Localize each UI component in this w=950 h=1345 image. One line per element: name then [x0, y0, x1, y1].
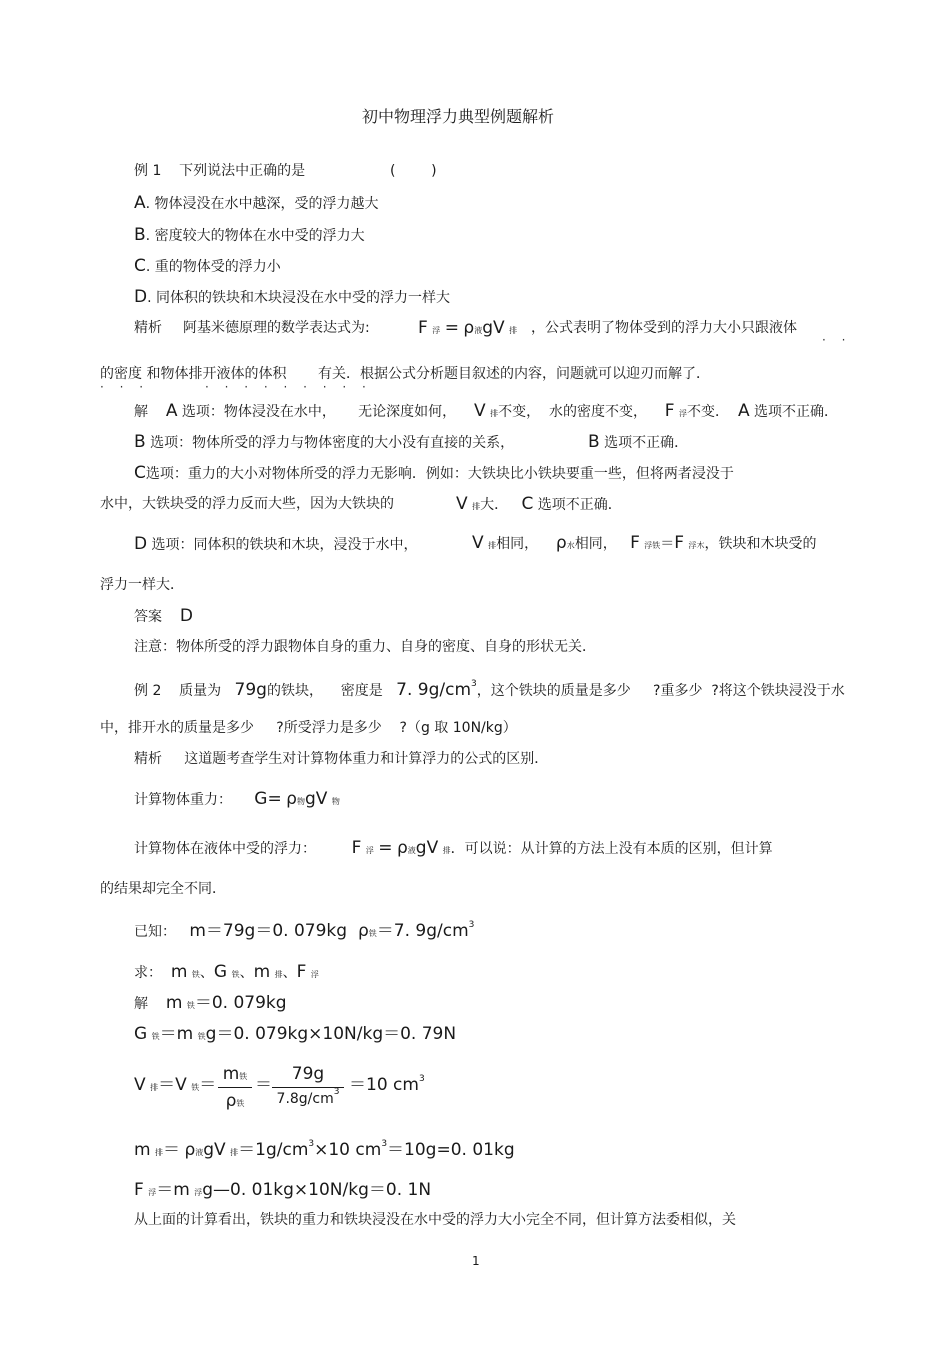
- superscript: 3: [471, 679, 477, 689]
- known-mass: m＝79g＝0. 079kg: [189, 921, 348, 941]
- value: g—0. 01kg×10N/kg＝0. 1N: [202, 1180, 432, 1200]
- value: ×10 cm: [314, 1140, 382, 1160]
- symbol-F: F: [630, 533, 640, 553]
- symbol-rho: ρ: [225, 1091, 237, 1111]
- superscript: 3: [418, 1074, 425, 1084]
- ex1-answer: [134, 608, 193, 625]
- subscript: 铁: [151, 1032, 160, 1041]
- symbol-gV: gV: [203, 1140, 226, 1160]
- value: ＝10 cm: [349, 1075, 419, 1095]
- ex1-analysis-formula: [418, 320, 517, 337]
- text: 无论深度如何，: [358, 404, 457, 420]
- fraction-bar: [218, 1087, 252, 1088]
- subscript: 铁: [236, 1099, 245, 1108]
- subscript: 物: [296, 797, 305, 806]
- ex2-gravity-calc: [134, 1026, 456, 1043]
- ex1-solution-c-line2: 水中，大铁块受的浮力反而大些，因为大铁块的: [100, 496, 394, 512]
- text: 的铁块，: [266, 683, 323, 699]
- superscript: 3: [308, 1139, 315, 1149]
- ex1-solution-d: [134, 536, 418, 553]
- symbol-rho: ρ: [286, 789, 297, 809]
- symbol-m: m: [165, 993, 183, 1013]
- text: ?将这个铁块浸没于水: [711, 683, 845, 699]
- equals: ＝m: [156, 1180, 190, 1200]
- option-letter: C: [521, 494, 534, 514]
- text: 相同，: [496, 536, 539, 552]
- option-letter: B: [588, 432, 600, 452]
- option-letter: D: [134, 534, 148, 554]
- subscript: 液: [195, 1148, 204, 1157]
- emphasis-text: 和物体排开液体的体积: [146, 366, 287, 382]
- ex2-buoyancy-line2: 的结果却完全不同．: [100, 881, 226, 897]
- ex2-buoyant-force-calc: [134, 1182, 431, 1199]
- superscript: 3: [468, 920, 475, 930]
- symbol-rho: ρ: [463, 318, 475, 338]
- symbol-F: F: [418, 318, 428, 338]
- ex1-analysis-line2-tail: 有关．根据公式分析题目叙述的内容，问题就可以迎刃而解了．: [318, 366, 710, 382]
- subscript: 排: [442, 846, 451, 855]
- ex1-solution-c-line2-tail: [456, 496, 622, 513]
- option-text: . 同体积的铁块和木块浸没在水中受的浮力一样大: [147, 290, 450, 306]
- subscript: 物: [331, 797, 340, 806]
- subscript: 排: [490, 409, 499, 418]
- symbol-gV: gV: [415, 838, 439, 858]
- ex1-option-c: [134, 258, 281, 275]
- symbol-G: G: [134, 1024, 148, 1044]
- subscript: 铁: [197, 1032, 206, 1041]
- text: ，铁块和木块受的: [704, 536, 817, 552]
- equals: =: [378, 838, 393, 858]
- option-letter: D: [134, 287, 148, 307]
- subscript: 铁: [239, 1072, 248, 1081]
- subscript: 水: [566, 541, 575, 550]
- emphasis-text: 的密度: [100, 366, 142, 382]
- symbol-m: m: [134, 1140, 151, 1160]
- ex2-find: [134, 964, 319, 981]
- subscript: 铁: [191, 1083, 200, 1092]
- subscript: 排: [509, 326, 518, 335]
- option-letter: B: [134, 432, 146, 452]
- option-letter: B: [134, 225, 146, 245]
- emphasis-dots: · · ·: [100, 380, 150, 394]
- known-density: ＝7. 9g/cm: [376, 921, 469, 941]
- symbol-m: m: [222, 1064, 240, 1084]
- fraction-m-over-rho: [218, 1064, 252, 1111]
- ex2-solution-mass: [134, 995, 287, 1012]
- analysis-label: 精析: [134, 751, 162, 767]
- ex1-solution-a: [134, 403, 838, 420]
- denominator-value: 7.8g/cm: [276, 1091, 334, 1107]
- ex1-option-a: [134, 195, 379, 212]
- text: 10N/kg）: [452, 720, 517, 736]
- ex2-gravity-formula: [134, 791, 340, 808]
- separator: 、: [282, 965, 297, 981]
- subscript: 排: [472, 502, 481, 511]
- known-label: 已知：: [134, 924, 176, 940]
- ex2-question-line1: [134, 679, 845, 700]
- ex1-analysis-text: 阿基米德原理的数学表达式为:: [183, 320, 370, 336]
- ex2-buoyancy-formula: [134, 840, 773, 857]
- text: 质量为: [179, 683, 222, 699]
- ex1-option-d: [134, 289, 450, 306]
- text: ?所受浮力是多少: [276, 720, 382, 736]
- text: 选项不正确．: [537, 497, 622, 513]
- symbol-G: G: [213, 962, 228, 982]
- fraction-denominator: [218, 1091, 252, 1111]
- option-letter: A: [165, 401, 178, 421]
- symbol-gV: gV: [304, 789, 328, 809]
- formula-label: 计算物体重力：: [134, 792, 232, 808]
- subscript: 排: [150, 1083, 159, 1092]
- fraction-denominator: [272, 1087, 344, 1107]
- subscript: 浮: [679, 409, 688, 418]
- symbol-rho: ρ: [358, 921, 369, 941]
- symbol-G: G=: [254, 789, 282, 809]
- ex1-question: 下列说法中正确的是: [179, 163, 306, 179]
- ex1-analysis-label: 精析: [134, 320, 162, 336]
- ex1-analysis-line2: [100, 367, 286, 381]
- ex1-note: 注意：物体所受的浮力跟物体自身的重力、自身的密度、自身的形状无关．: [134, 639, 596, 655]
- subscript: 浮: [148, 1188, 157, 1197]
- ex2-volume-calc-left: [134, 1077, 216, 1094]
- analysis-text: 这道题考查学生对计算物体重力和计算浮力的公式的区别．: [184, 751, 549, 767]
- symbol-F: F: [674, 533, 685, 553]
- ex1-option-b: [134, 227, 365, 244]
- option-letter: A: [134, 193, 146, 213]
- equals: ＝: [199, 1075, 217, 1095]
- equals: ＝V: [158, 1075, 187, 1095]
- ex1-question-line: [134, 164, 305, 178]
- superscript: 3: [333, 1087, 340, 1097]
- subscript: 浮木: [688, 541, 705, 550]
- subscript: 浮: [194, 1188, 203, 1197]
- symbol-m: m: [170, 962, 188, 982]
- symbol-V: V: [473, 401, 486, 421]
- subscript: 排: [155, 1148, 164, 1157]
- separator: 、: [199, 965, 214, 981]
- text: 大．: [480, 497, 509, 513]
- ex1-solution-b-tail: [588, 434, 688, 451]
- subscript: 排: [274, 970, 283, 979]
- text: 相同，: [574, 536, 617, 552]
- option-letter: C: [134, 256, 146, 276]
- equals: ＝m: [159, 1024, 194, 1044]
- superscript: 3: [381, 1139, 388, 1149]
- text: 水的密度不变，: [548, 404, 647, 420]
- subscript: 排: [230, 1148, 239, 1157]
- ex1-solution-d-line2: 浮力一样大．: [100, 577, 184, 593]
- ex2-label: 例 2: [134, 683, 162, 699]
- formula-label: 计算物体在液体中受的浮力：: [134, 841, 316, 857]
- equals: ＝: [255, 1075, 272, 1095]
- text: 选项：物体所受的浮力与物体密度的大小没有直接的关系，: [150, 435, 515, 451]
- text: 选项：物体浸没在水中，: [181, 404, 336, 420]
- text: ，这个铁块的质量是多少: [476, 683, 631, 699]
- ex2-analysis: [134, 752, 548, 766]
- ex2-displaced-mass-calc: [134, 1139, 515, 1160]
- subscript: 铁: [191, 970, 200, 979]
- answer-label: 答案: [134, 609, 162, 625]
- option-text: . 物体浸没在水中越深，受的浮力越大: [145, 196, 379, 212]
- equals: ＝: [660, 536, 675, 552]
- ex2-conclusion: 从上面的计算看出，铁块的重力和铁块浸没在水中受的浮力大小完全不同，但计算方法委相似，关: [134, 1212, 736, 1228]
- text: 中，排开水的质量是多少: [100, 720, 254, 736]
- fraction-numerator: [218, 1064, 252, 1084]
- ex2-question-line2: [100, 721, 517, 735]
- subscript: 铁: [231, 970, 240, 979]
- find-label: 求：: [134, 965, 162, 981]
- equals: =: [444, 318, 459, 338]
- symbol-F: F: [664, 401, 675, 421]
- text: 选项不正确．: [604, 435, 689, 451]
- page-title: 初中物理浮力典型例题解析: [362, 107, 555, 126]
- symbol-F: F: [296, 962, 307, 982]
- value: 79g: [234, 680, 267, 700]
- option-letter: C: [134, 463, 146, 483]
- emphasis-dots: · ·: [822, 333, 852, 347]
- text: 选项：重力的大小对物体所受的浮力无影响．例如：大铁块比小铁块要重一些，但将两者浸没于: [145, 466, 734, 482]
- ex1-solution-c: [134, 465, 734, 482]
- solution-label: 解: [134, 996, 148, 1012]
- ex1-label: 例 1: [134, 163, 162, 179]
- symbol-rho: ρ: [184, 1140, 196, 1160]
- subscript: 铁: [368, 929, 377, 938]
- ex1-analysis-tail: ，公式表明了物体受到的浮力大小只跟液体: [531, 320, 797, 336]
- separator: 、: [239, 965, 254, 981]
- text: 不变，: [498, 404, 541, 420]
- text: 选项不正确．: [754, 404, 839, 420]
- ex2-known: [134, 923, 347, 940]
- ex2-volume-result: [349, 1074, 425, 1095]
- page-number: 1: [472, 1254, 480, 1268]
- option-letter: A: [737, 401, 750, 421]
- symbol-gV: gV: [482, 318, 505, 338]
- subscript: 排: [488, 541, 497, 550]
- answer-value: D: [179, 606, 193, 626]
- ex2-known-density: [358, 920, 475, 941]
- text: 选项：同体积的铁块和木块，浸没于水中，: [151, 537, 418, 553]
- symbol-V: V: [456, 494, 468, 514]
- symbol-m: m: [253, 962, 271, 982]
- symbol-F: F: [351, 838, 362, 858]
- option-text: . 密度较大的物体在水中受的浮力大: [145, 228, 365, 244]
- symbol-rho: ρ: [555, 533, 567, 553]
- value: ＝0. 079kg: [194, 993, 287, 1013]
- text: ?（g 取: [399, 720, 449, 736]
- text: ．可以说：从计算的方法上没有本质的区别，但计算: [450, 841, 773, 857]
- ex1-solution-b: [134, 434, 514, 451]
- symbol-F: F: [134, 1180, 144, 1200]
- ex1-paren: ( ): [390, 163, 437, 179]
- subscript: 浮铁: [644, 541, 661, 550]
- subscript: 铁: [186, 1001, 195, 1010]
- text: ?重多少: [653, 683, 703, 699]
- fraction-numerator: 79g: [291, 1064, 325, 1084]
- subscript: 浮: [432, 326, 441, 335]
- subscript: 液: [407, 846, 416, 855]
- value: 7. 9g/cm: [396, 680, 472, 700]
- option-text: . 重的物体受的浮力小: [145, 259, 281, 275]
- subscript: 浮: [310, 970, 319, 979]
- ex1-solution-d-formula: [472, 535, 817, 552]
- subscript: 浮: [365, 846, 374, 855]
- text: 密度是: [340, 683, 383, 699]
- equals: ＝: [163, 1140, 181, 1160]
- value: ＝10g=0. 01kg: [387, 1140, 515, 1160]
- solution-label: 解: [134, 404, 148, 420]
- symbol-V: V: [134, 1075, 146, 1095]
- value: ＝1g/cm: [238, 1140, 309, 1160]
- value: g＝0. 079kg×10N/kg＝0. 79N: [205, 1024, 457, 1044]
- symbol-V: V: [472, 533, 484, 553]
- emphasis-dots: · · · · · · · · ·: [205, 380, 372, 394]
- text: 不变．: [687, 404, 730, 420]
- symbol-rho: ρ: [397, 838, 408, 858]
- subscript: 液: [474, 326, 483, 335]
- fraction-79g-over-density: [272, 1064, 344, 1107]
